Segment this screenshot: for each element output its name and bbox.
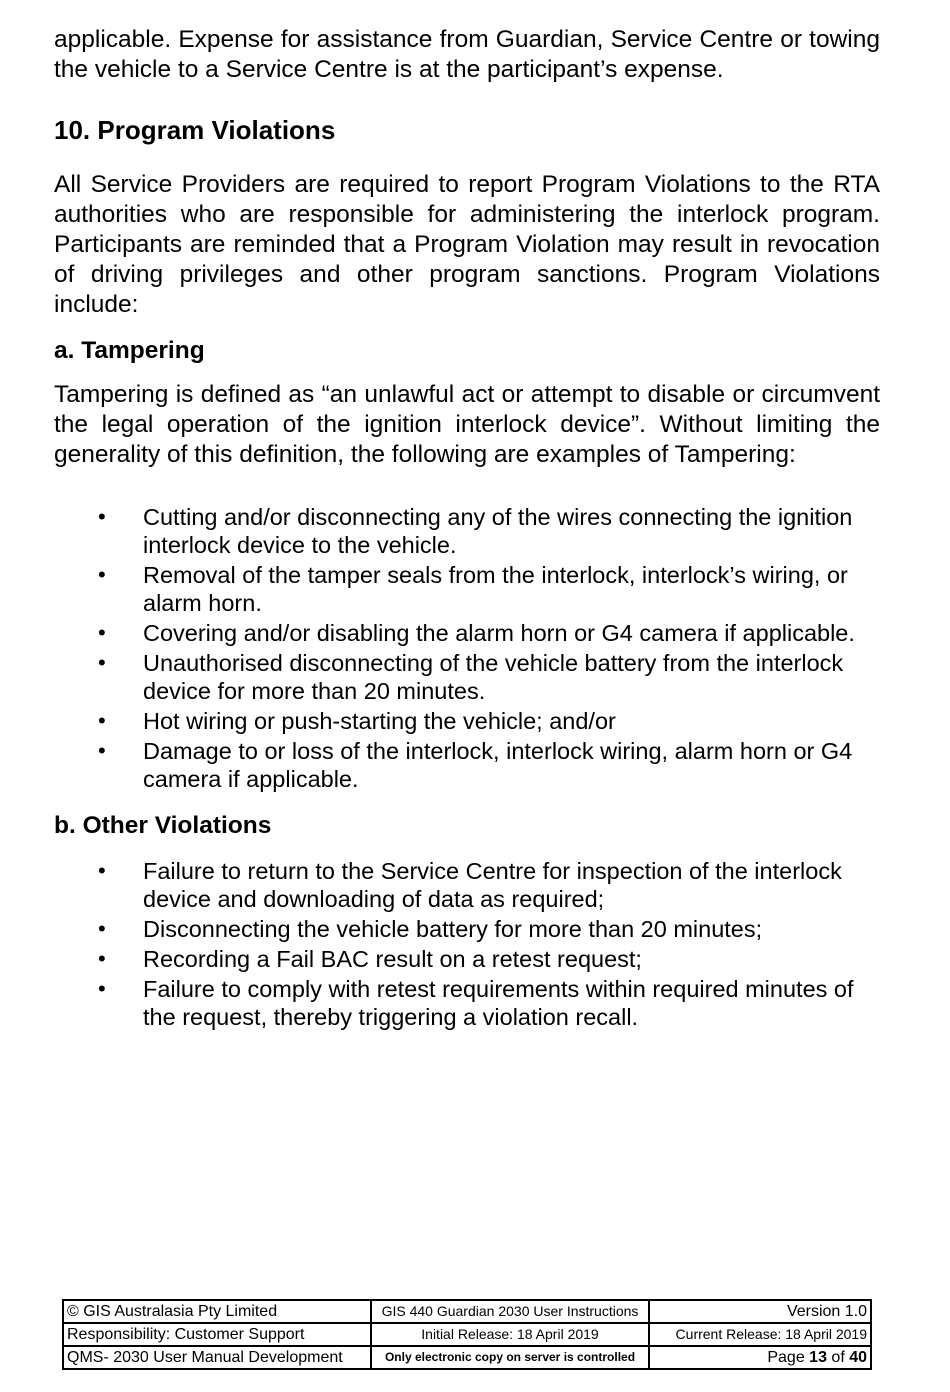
bullet-icon: • (98, 562, 106, 587)
footer-copyright: © GIS Australasia Pty Limited (63, 1300, 371, 1323)
list-item-text: Hot wiring or push-starting the vehicle; and/or (143, 708, 616, 734)
list-item-text: Covering and/or disabling the alarm horn or G4 camera if applicable. (143, 620, 855, 646)
current-page: 13 (809, 1349, 827, 1366)
other-violations-list (54, 857, 880, 1031)
footer-responsibility: Responsibility: Customer Support (63, 1323, 371, 1346)
list-item-text: Recording a Fail BAC result on a retest request; (143, 946, 642, 972)
list-item (54, 707, 880, 735)
list-item-text: Failure to comply with retest requirements within required minutes of the request, thereby triggering a violation recall. (143, 976, 854, 1030)
bullet-icon: • (98, 946, 106, 971)
list-item-text: Failure to return to the Service Centre for inspection of the interlock device and downloading of data as required; (143, 858, 842, 912)
tampering-list (54, 503, 880, 793)
list-item-text: Removal of the tamper seals from the interlock, interlock’s wiring, or alarm horn. (143, 562, 848, 616)
section-heading: 10. Program Violations (54, 115, 336, 145)
list-item (54, 561, 880, 617)
total-pages: 40 (849, 1349, 867, 1366)
footer-initial-release: Initial Release: 18 April 2019 (371, 1323, 649, 1346)
intro-paragraph: applicable. Expense for assistance from Guardian, Service Centre or towing the vehicle to a Service Centre is at the participant’s expense. (54, 26, 880, 83)
list-item-text: Disconnecting the vehicle battery for more than 20 minutes; (143, 916, 763, 942)
other-violations-heading: b. Other Violations (54, 812, 272, 839)
section-paragraph: All Service Providers are required to report Program Violations to the RTA authorities who are responsible for administering the interlock program. Participants are reminded that a Program Violation may result in revocation of driving privileges and other program sanctions. Program Violations include: (54, 171, 880, 318)
page-prefix: Page (767, 1349, 810, 1366)
list-item (54, 649, 880, 705)
list-item (54, 619, 880, 647)
footer-page-number (649, 1346, 871, 1369)
bullet-icon: • (98, 858, 106, 883)
bullet-icon: • (98, 620, 106, 645)
list-item (54, 503, 880, 559)
footer-current-release: Current Release: 18 April 2019 (649, 1323, 871, 1346)
bullet-icon: • (98, 976, 106, 1001)
bullet-icon: • (98, 650, 106, 675)
list-item (54, 945, 880, 973)
bullet-icon: • (98, 708, 106, 733)
list-item (54, 975, 880, 1031)
page-of: of (826, 1349, 850, 1366)
document-footer-table (62, 1299, 872, 1370)
tampering-heading: a. Tampering (54, 337, 205, 364)
list-item (54, 915, 880, 943)
footer-version: Version 1.0 (649, 1300, 871, 1323)
list-item (54, 857, 880, 913)
list-item (54, 737, 880, 793)
footer-qms: QMS- 2030 User Manual Development (63, 1346, 371, 1369)
bullet-icon: • (98, 738, 106, 763)
list-item-text: Cutting and/or disconnecting any of the wires connecting the ignition interlock device to the vehicle. (143, 504, 853, 558)
tampering-paragraph: Tampering is defined as “an unlawful act or attempt to disable or circumvent the legal operation of the ignition interlock device”. Without limiting the generality of this definition, the following are examples of Tampering: (54, 381, 880, 468)
footer-doc-title: GIS 440 Guardian 2030 User Instructions (371, 1300, 649, 1323)
footer-control-note: Only electronic copy on server is controlled (371, 1346, 649, 1369)
bullet-icon: • (98, 504, 106, 529)
list-item-text: Unauthorised disconnecting of the vehicle battery from the interlock device for more than 20 minutes. (143, 650, 844, 704)
bullet-icon: • (98, 916, 106, 941)
list-item-text: Damage to or loss of the interlock, interlock wiring, alarm horn or G4 camera if applicable. (143, 738, 853, 792)
